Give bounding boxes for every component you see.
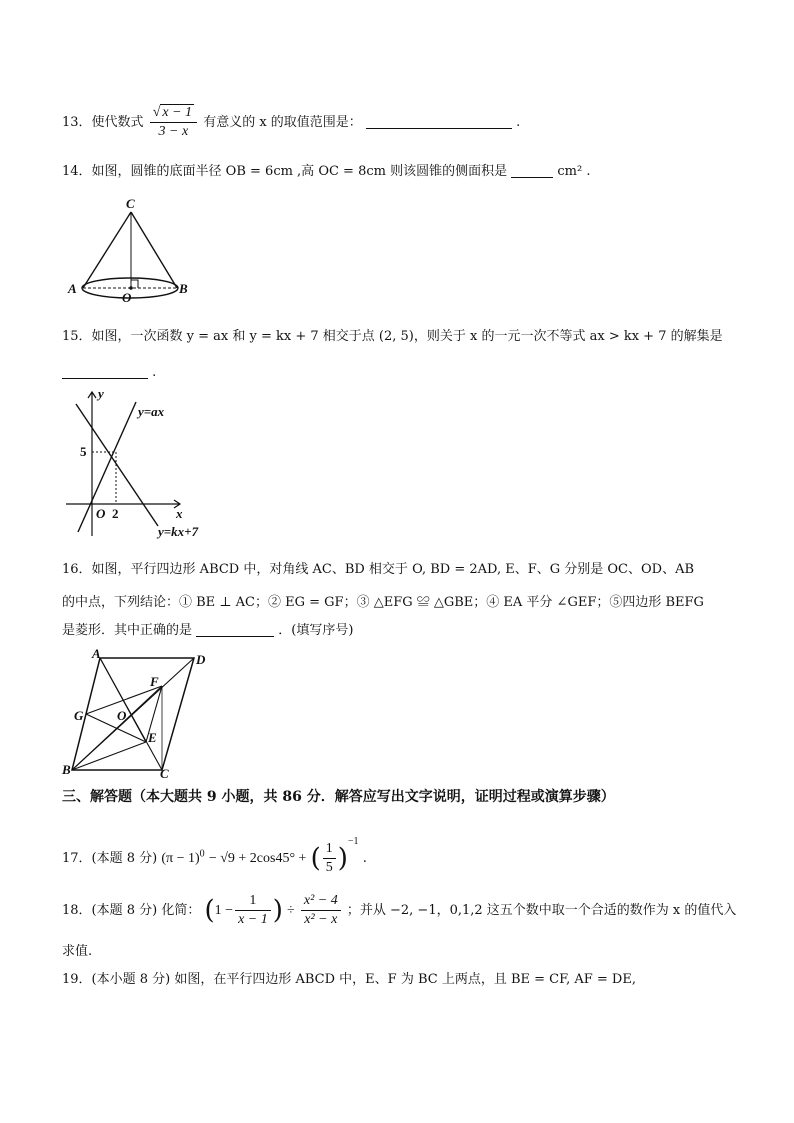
q17-fraction [323,840,336,877]
q13-prefix: 13．使代数式 [62,115,144,130]
q14-label-a: A [68,281,77,296]
q16-line1: 16．如图，平行四边形 ABCD 中，对角线 AC、BD 相交于 O, BD = 2AD, E、F、G 分别是 OC、OD、AB [62,562,695,577]
q17-prefix: 17．(本题 8 分) [62,851,158,866]
q14-answer-blank[interactable] [511,163,553,178]
q18-f2-numerator: x² − 4 [301,892,341,911]
q15-text: 15．如图，一次函数 y = ax 和 y = kx + 7 相交于点 (2, 5)，则关于 x 的一元一次不等式 ax > kx + 7 的解集是 [62,329,723,344]
question-15-blank-line [62,363,156,383]
q18-line2: 求值. [62,944,93,959]
q15-end: . [152,365,157,380]
q16-label-f: F [150,674,159,689]
q17-expr2: − √9 + 2cos45° + [208,851,307,866]
q16-label-a: A [92,646,101,661]
section-3-heading [62,787,615,807]
q18-f1-numerator: 1 [235,892,271,911]
q16-label-g: G [74,708,84,723]
q18-suffix: ；并从 −2, −1，0,1,2 这五个数中取一个合适的数作为 x 的值代入 [346,903,737,918]
q14-label-o: O [122,290,132,305]
q16-label-d: D [196,652,206,667]
q15-graph-figure [62,386,222,546]
q16-line3-pre: 是菱形．其中正确的是 [62,623,193,638]
q15-line2-label: y=kx+7 [158,524,199,539]
question-19 [62,970,636,990]
q18-f1-denominator: x − 1 [238,912,268,927]
question-18: 18．(本题 8 分) 化简： (1 − $\frac{1}{x - 1}$ ) ÷ $\frac{\text{x² − 4}}{\text{x² − x}}$ ；并从 −2, −1，0,1,2 这五个数中取一个合适的数作为 x 的值代入 [62,893,737,927]
q17-end: . [362,851,367,866]
question-15 [62,327,723,347]
q16-label-o: O [117,708,127,723]
q13-sqrt-sign: √ [152,105,161,120]
q15-y-axis-label: y [98,386,104,401]
q17-exp-neg1: −1 [347,836,359,847]
q19-text: 19．(本小题 8 分) 如图，在平行四边形 ABCD 中，E、F 为 BC 上两点，且 BE = CF, AF = DE, [62,972,636,987]
q16-label-b: B [62,762,71,777]
q15-answer-blank[interactable] [62,364,148,379]
q15-tick-5: 5 [80,444,87,459]
q16-line2: 的中点，下列结论：① BE ⊥ AC；② EG = GF；③ △EFG ≌ △GBE；④ EA 平分 ∠GEF；⑤四边形 BEFG [62,595,704,610]
q13-fraction [150,104,197,141]
q17-expr1: (π − 1) [161,851,200,866]
q18-fraction-1 [235,892,271,929]
q18-divide: ÷ [287,903,295,918]
q17-numerator: 1 [323,840,336,859]
question-18-line-2 [62,942,92,962]
q16-label-c: C [160,766,169,781]
question-13 [62,104,520,141]
q14-cone-figure [65,196,205,306]
q15-tick-2: 2 [112,506,119,521]
q14-label-c: C [126,196,135,211]
q13-suffix: 有意义的 x 的取值范围是： [203,115,362,130]
section-3-title: 三、解答题（本大题共 9 小题，共 86 分．解答应写出文字说明，证明过程或演算步骤） [62,789,615,805]
q13-numerator: x − 1 [162,105,193,120]
q14-end: . [586,164,591,179]
q14-label-b: B [179,281,188,296]
question-16-line-1 [62,560,694,580]
q15-line1-label: y=ax [138,404,165,419]
q16-parallelogram-figure [62,648,222,780]
q17-denominator: 5 [325,860,333,875]
q16-answer-blank[interactable] [196,622,274,637]
q18-fraction-2 [301,892,341,929]
q16-label-e: E [148,730,157,745]
q18-f1-pre: 1 − [214,903,234,918]
q15-x-axis-label: x [176,506,183,521]
question-14 [62,162,590,182]
q13-answer-blank[interactable] [366,114,512,129]
q13-denominator: 3 − x [158,124,189,139]
question-16-line-3 [62,621,353,641]
q13-end: . [516,115,521,130]
question-17: 17．(本题 8 分) $(\pi - 1)^0 - √9 + 2\cos 45^\circ$ + ( $\frac{1}{5}$ )$^{-1}$ . [62,836,367,875]
q16-line3-post: ．(填写序号) [278,623,354,638]
q18-f2-denominator: x² − x [304,912,338,927]
q14-unit: cm² [557,164,583,179]
q18-prefix: 18．(本题 8 分) 化简： [62,903,201,918]
q14-text: 14．如图，圆锥的底面半径 OB = 6cm ,高 OC = 8cm 则该圆锥的侧面积是 [62,164,508,179]
question-16-line-2 [62,593,704,613]
q15-origin-label: O [96,506,106,521]
q17-exp0: 0 [199,848,205,860]
